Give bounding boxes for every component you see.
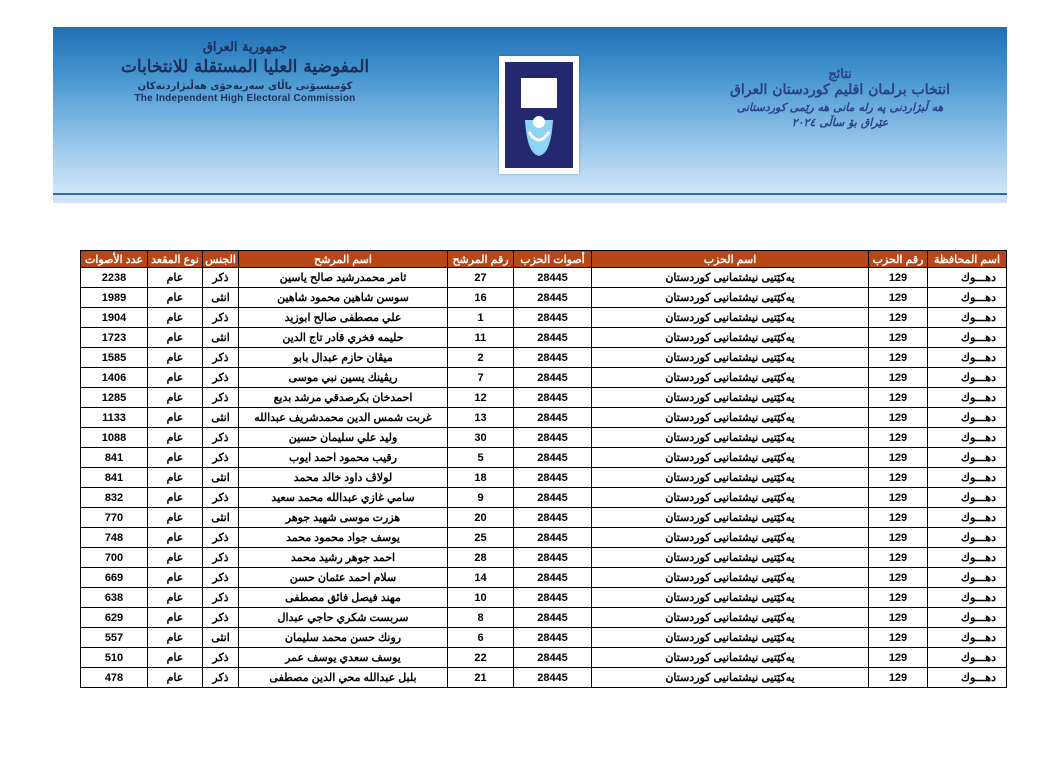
column-header-party-number: رقم الحزب	[869, 251, 928, 268]
commission-arabic-top: جمهورية العراق	[202, 40, 288, 55]
cell-party-votes: 28445	[514, 388, 592, 408]
cell-candidate-number: 22	[448, 648, 514, 668]
cell-governorate: دهـــوك	[928, 568, 1007, 588]
cell-party-name: يەكێتیی نیشتمانیی كوردستان	[592, 328, 869, 348]
cell-party-number: 129	[869, 648, 928, 668]
cell-candidate-number: 11	[448, 328, 514, 348]
table-row	[81, 408, 1007, 428]
cell-party-votes: 28445	[514, 588, 592, 608]
cell-candidate-number: 20	[448, 508, 514, 528]
cell-vote-count: 1723	[81, 328, 148, 348]
column-header-vote-count: عدد الأصوات	[81, 251, 148, 268]
cell-party-votes: 28445	[514, 428, 592, 448]
cell-governorate: دهـــوك	[928, 348, 1007, 368]
cell-party-number: 129	[869, 668, 928, 688]
cell-party-number: 129	[869, 388, 928, 408]
table-row	[81, 388, 1007, 408]
table-row	[81, 268, 1007, 288]
table-row	[81, 428, 1007, 448]
cell-candidate-name: علي مصطفى صالح ابوزيد	[239, 308, 448, 328]
cell-candidate-number: 25	[448, 528, 514, 548]
cell-party-number: 129	[869, 528, 928, 548]
cell-governorate: دهـــوك	[928, 268, 1007, 288]
cell-governorate: دهـــوك	[928, 648, 1007, 668]
cell-party-number: 129	[869, 568, 928, 588]
table-row	[81, 348, 1007, 368]
cell-vote-count: 629	[81, 608, 148, 628]
results-table	[80, 250, 1007, 688]
table-row	[81, 468, 1007, 488]
cell-vote-count: 1904	[81, 308, 148, 328]
column-header-candidate-number: رقم المرشح	[448, 251, 514, 268]
cell-candidate-number: 9	[448, 488, 514, 508]
cell-seat-type: عام	[148, 408, 203, 428]
cell-party-name: يەكێتیی نیشتمانیی كوردستان	[592, 648, 869, 668]
cell-party-name: يەكێتیی نیشتمانیی كوردستان	[592, 628, 869, 648]
cell-party-votes: 28445	[514, 368, 592, 388]
cell-party-number: 129	[869, 308, 928, 328]
cell-party-name: يەكێتیی نیشتمانیی كوردستان	[592, 568, 869, 588]
ballot-icon	[505, 62, 573, 168]
cell-candidate-name: ريڤينك يسين نبي موسى	[239, 368, 448, 388]
cell-gender: ذكر	[203, 648, 239, 668]
cell-party-votes: 28445	[514, 628, 592, 648]
cell-candidate-number: 27	[448, 268, 514, 288]
cell-gender: انثى	[203, 328, 239, 348]
cell-party-votes: 28445	[514, 448, 592, 468]
cell-party-votes: 28445	[514, 408, 592, 428]
cell-candidate-name: رونك حسن محمد سليمان	[239, 628, 448, 648]
cell-party-votes: 28445	[514, 508, 592, 528]
cell-governorate: دهـــوك	[928, 308, 1007, 328]
cell-seat-type: عام	[148, 388, 203, 408]
cell-seat-type: عام	[148, 428, 203, 448]
cell-vote-count: 841	[81, 468, 148, 488]
ballot-paper	[521, 78, 557, 108]
cell-vote-count: 2238	[81, 268, 148, 288]
cell-party-name: يەكێتیی نیشتمانیی كوردستان	[592, 388, 869, 408]
cell-candidate-number: 18	[448, 468, 514, 488]
cell-gender: انثى	[203, 408, 239, 428]
cell-party-votes: 28445	[514, 668, 592, 688]
table-row	[81, 568, 1007, 588]
cell-party-name: يەكێتیی نیشتمانیی كوردستان	[592, 548, 869, 568]
cell-party-number: 129	[869, 608, 928, 628]
cell-party-number: 129	[869, 508, 928, 528]
cell-party-votes: 28445	[514, 288, 592, 308]
cell-party-name: يەكێتیی نیشتمانیی كوردستان	[592, 288, 869, 308]
cell-candidate-name: مهند فيصل فائق مصطفى	[239, 588, 448, 608]
cell-candidate-number: 13	[448, 408, 514, 428]
logo-inner	[505, 62, 573, 168]
cell-vote-count: 832	[81, 488, 148, 508]
cell-gender: ذكر	[203, 388, 239, 408]
cell-gender: ذكر	[203, 588, 239, 608]
cell-candidate-number: 10	[448, 588, 514, 608]
cell-candidate-number: 5	[448, 448, 514, 468]
table-row	[81, 528, 1007, 548]
column-header-seat-type: نوع المقعد	[148, 251, 203, 268]
cell-party-name: يەكێتیی نیشتمانیی كوردستان	[592, 668, 869, 688]
cell-seat-type: عام	[148, 648, 203, 668]
cell-candidate-name: يوسف سعدي يوسف عمر	[239, 648, 448, 668]
cell-party-number: 129	[869, 548, 928, 568]
commission-kurdish-name: كۆمیسیۆنی باڵای سەربەخۆی هەڵبژاردنەکان	[137, 81, 353, 92]
cell-gender: ذكر	[203, 428, 239, 448]
cell-candidate-name: لولاڤ داود خالد محمد	[239, 468, 448, 488]
cell-candidate-number: 14	[448, 568, 514, 588]
cell-vote-count: 510	[81, 648, 148, 668]
cell-party-number: 129	[869, 408, 928, 428]
column-header-party-name: اسم الحزب	[592, 251, 869, 268]
cell-party-votes: 28445	[514, 648, 592, 668]
cell-governorate: دهـــوك	[928, 668, 1007, 688]
cell-gender: انثى	[203, 628, 239, 648]
cell-gender: ذكر	[203, 348, 239, 368]
cell-governorate: دهـــوك	[928, 608, 1007, 628]
cell-candidate-number: 6	[448, 628, 514, 648]
commission-name-block	[100, 40, 390, 104]
cell-vote-count: 478	[81, 668, 148, 688]
cell-vote-count: 1989	[81, 288, 148, 308]
cell-seat-type: عام	[148, 328, 203, 348]
cell-vote-count: 1088	[81, 428, 148, 448]
cell-candidate-name: حليمه فخري قادر تاج الدين	[239, 328, 448, 348]
cell-party-name: يەكێتیی نیشتمانیی كوردستان	[592, 408, 869, 428]
cell-party-votes: 28445	[514, 528, 592, 548]
cell-seat-type: عام	[148, 288, 203, 308]
title-election: انتخاب برلمان اقليم كوردستان العراق	[729, 82, 951, 98]
cell-party-votes: 28445	[514, 608, 592, 628]
banner-bottom-band	[53, 195, 1007, 203]
cell-seat-type: عام	[148, 448, 203, 468]
cell-candidate-name: ميڤان حازم عبدال بابو	[239, 348, 448, 368]
cell-vote-count: 748	[81, 528, 148, 548]
cell-candidate-number: 8	[448, 608, 514, 628]
cell-governorate: دهـــوك	[928, 288, 1007, 308]
header-row	[81, 251, 1007, 268]
table-row	[81, 548, 1007, 568]
column-header-gender: الجنس	[203, 251, 239, 268]
cell-party-number: 129	[869, 588, 928, 608]
cell-party-number: 129	[869, 468, 928, 488]
cell-seat-type: عام	[148, 588, 203, 608]
cell-candidate-number: 7	[448, 368, 514, 388]
cell-candidate-name: سامي غازي عبدالله محمد سعيد	[239, 488, 448, 508]
ballot-head	[533, 116, 545, 128]
cell-governorate: دهـــوك	[928, 528, 1007, 548]
cell-party-number: 129	[869, 288, 928, 308]
cell-party-number: 129	[869, 488, 928, 508]
cell-party-name: يەكێتیی نیشتمانیی كوردستان	[592, 528, 869, 548]
cell-candidate-number: 1	[448, 308, 514, 328]
cell-vote-count: 669	[81, 568, 148, 588]
cell-gender: ذكر	[203, 528, 239, 548]
cell-party-name: يەكێتیی نیشتمانیی كوردستان	[592, 608, 869, 628]
table-row	[81, 288, 1007, 308]
commission-english-name: The Independent High Electoral Commission	[134, 93, 356, 104]
cell-candidate-name: يوسف جواد محمود محمد	[239, 528, 448, 548]
cell-governorate: دهـــوك	[928, 388, 1007, 408]
cell-governorate: دهـــوك	[928, 448, 1007, 468]
cell-vote-count: 700	[81, 548, 148, 568]
cell-gender: ذكر	[203, 668, 239, 688]
cell-gender: ذكر	[203, 488, 239, 508]
cell-candidate-number: 16	[448, 288, 514, 308]
cell-party-number: 129	[869, 448, 928, 468]
cell-vote-count: 1585	[81, 348, 148, 368]
cell-party-name: يەكێتیی نیشتمانیی كوردستان	[592, 368, 869, 388]
table-body	[81, 268, 1007, 688]
cell-seat-type: عام	[148, 568, 203, 588]
cell-gender: انثى	[203, 508, 239, 528]
cell-party-name: يەكێتیی نیشتمانیی كوردستان	[592, 508, 869, 528]
cell-candidate-number: 12	[448, 388, 514, 408]
cell-party-name: يەكێتیی نیشتمانیی كوردستان	[592, 468, 869, 488]
table-row	[81, 668, 1007, 688]
table-row	[81, 308, 1007, 328]
cell-party-name: يەكێتیی نیشتمانیی كوردستان	[592, 588, 869, 608]
cell-candidate-number: 2	[448, 348, 514, 368]
election-title-block	[680, 67, 1000, 129]
cell-gender: ذكر	[203, 308, 239, 328]
ihec-logo	[499, 56, 579, 174]
cell-party-name: يەكێتیی نیشتمانیی كوردستان	[592, 348, 869, 368]
cell-party-name: يەكێتیی نیشتمانیی كوردستان	[592, 448, 869, 468]
column-header-candidate-name: اسم المرشح	[239, 251, 448, 268]
cell-party-votes: 28445	[514, 268, 592, 288]
cell-party-votes: 28445	[514, 308, 592, 328]
cell-party-number: 129	[869, 628, 928, 648]
cell-seat-type: عام	[148, 668, 203, 688]
cell-governorate: دهـــوك	[928, 588, 1007, 608]
cell-party-name: يەكێتیی نیشتمانیی كوردستان	[592, 488, 869, 508]
table-row	[81, 608, 1007, 628]
cell-seat-type: عام	[148, 488, 203, 508]
cell-party-number: 129	[869, 268, 928, 288]
cell-seat-type: عام	[148, 608, 203, 628]
cell-vote-count: 1285	[81, 388, 148, 408]
table-row	[81, 508, 1007, 528]
cell-governorate: دهـــوك	[928, 508, 1007, 528]
cell-candidate-number: 30	[448, 428, 514, 448]
cell-vote-count: 1406	[81, 368, 148, 388]
cell-vote-count: 638	[81, 588, 148, 608]
cell-governorate: دهـــوك	[928, 548, 1007, 568]
cell-seat-type: عام	[148, 548, 203, 568]
column-header-party-votes: أصوات الحزب	[514, 251, 592, 268]
cell-candidate-name: رقيب محمود احمد ايوب	[239, 448, 448, 468]
cell-candidate-name: غربت شمس الدين محمدشريف عبدالله	[239, 408, 448, 428]
cell-candidate-name: وليد علي سليمان حسين	[239, 428, 448, 448]
table-row	[81, 328, 1007, 348]
cell-gender: ذكر	[203, 548, 239, 568]
cell-governorate: دهـــوك	[928, 328, 1007, 348]
cell-seat-type: عام	[148, 348, 203, 368]
table-row	[81, 588, 1007, 608]
cell-party-votes: 28445	[514, 328, 592, 348]
cell-party-name: يەكێتیی نیشتمانیی كوردستان	[592, 428, 869, 448]
cell-governorate: دهـــوك	[928, 488, 1007, 508]
title-kurdish-line1: هه ڵبژاردنی په رله مانی هه رێمی كوردستانی	[736, 101, 944, 114]
cell-governorate: دهـــوك	[928, 428, 1007, 448]
cell-vote-count: 770	[81, 508, 148, 528]
cell-gender: ذكر	[203, 268, 239, 288]
cell-vote-count: 1133	[81, 408, 148, 428]
cell-gender: انثى	[203, 468, 239, 488]
cell-seat-type: عام	[148, 368, 203, 388]
cell-party-name: يەكێتیی نیشتمانیی كوردستان	[592, 268, 869, 288]
cell-vote-count: 557	[81, 628, 148, 648]
cell-candidate-number: 28	[448, 548, 514, 568]
cell-gender: ذكر	[203, 608, 239, 628]
cell-party-votes: 28445	[514, 568, 592, 588]
cell-party-votes: 28445	[514, 468, 592, 488]
cell-candidate-name: احمدخان بكرصدقي مرشد بديع	[239, 388, 448, 408]
cell-candidate-name: احمد جوهر رشيد محمد	[239, 548, 448, 568]
cell-gender: ذكر	[203, 448, 239, 468]
cell-party-number: 129	[869, 428, 928, 448]
cell-party-number: 129	[869, 368, 928, 388]
cell-seat-type: عام	[148, 528, 203, 548]
table-row	[81, 628, 1007, 648]
cell-seat-type: عام	[148, 268, 203, 288]
table-row	[81, 368, 1007, 388]
cell-party-votes: 28445	[514, 488, 592, 508]
cell-party-number: 129	[869, 348, 928, 368]
table-row	[81, 488, 1007, 508]
cell-governorate: دهـــوك	[928, 408, 1007, 428]
cell-vote-count: 841	[81, 448, 148, 468]
cell-candidate-name: بلبل عبدالله محي الدين مصطفى	[239, 668, 448, 688]
cell-candidate-name: سربست شكري حاجي عبدال	[239, 608, 448, 628]
cell-governorate: دهـــوك	[928, 468, 1007, 488]
column-header-governorate: اسم المحافظة	[928, 251, 1007, 268]
commission-arabic-name: المفوضية العليا المستقلة للانتخابات	[120, 57, 370, 77]
cell-party-name: يەكێتیی نیشتمانیی كوردستان	[592, 308, 869, 328]
cell-candidate-name: سلام احمد عثمان حسن	[239, 568, 448, 588]
title-kurdish-line2: عێراق بۆ ساڵی ٢٠٢٤	[791, 116, 889, 129]
cell-candidate-name: هزرت موسى شهيد جوهر	[239, 508, 448, 528]
cell-seat-type: عام	[148, 468, 203, 488]
cell-gender: ذكر	[203, 368, 239, 388]
table-row	[81, 648, 1007, 668]
cell-seat-type: عام	[148, 508, 203, 528]
cell-seat-type: عام	[148, 628, 203, 648]
cell-gender: ذكر	[203, 568, 239, 588]
cell-gender: انثى	[203, 288, 239, 308]
cell-governorate: دهـــوك	[928, 628, 1007, 648]
cell-candidate-name: سوسن شاهين محمود شاهين	[239, 288, 448, 308]
cell-party-number: 129	[869, 328, 928, 348]
cell-candidate-name: ثامر محمدرشيد صالح ياسين	[239, 268, 448, 288]
cell-governorate: دهـــوك	[928, 368, 1007, 388]
title-results: نتائج	[828, 67, 852, 82]
cell-seat-type: عام	[148, 308, 203, 328]
cell-candidate-number: 21	[448, 668, 514, 688]
table-row	[81, 448, 1007, 468]
cell-party-votes: 28445	[514, 548, 592, 568]
cell-party-votes: 28445	[514, 348, 592, 368]
table-header	[81, 251, 1007, 268]
